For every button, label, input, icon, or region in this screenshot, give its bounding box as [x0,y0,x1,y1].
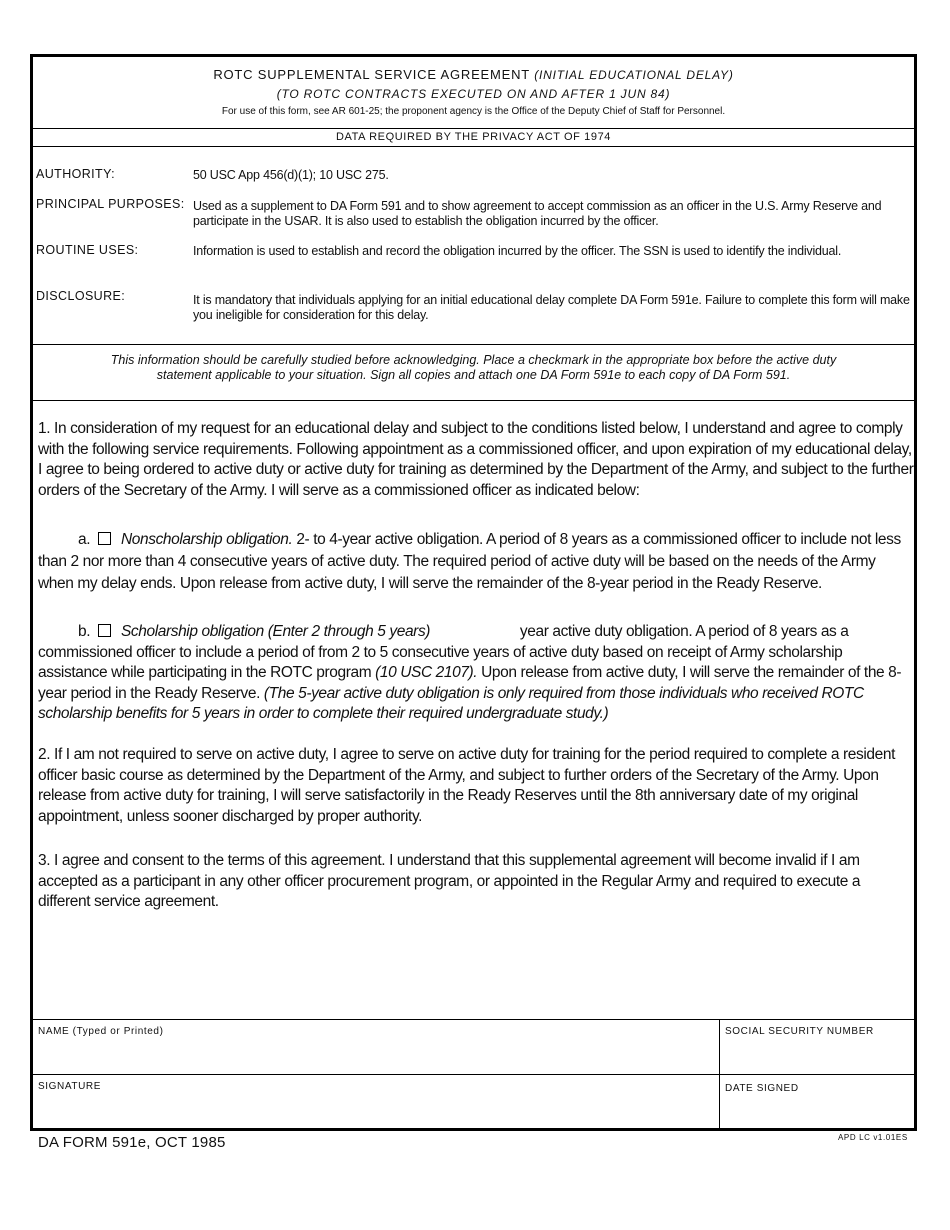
option-b-label: Scholarship obligation (Enter 2 through 5 years) [120,623,431,640]
signature-block [33,1019,914,1129]
nonscholarship-checkbox[interactable] [98,532,111,545]
form-title-suffix: (INITIAL EDUCATIONAL DELAY) [534,68,734,82]
signature-field[interactable] [33,1075,720,1129]
form-title-main: ROTC SUPPLEMENTAL SERVICE AGREEMENT [213,67,530,82]
form-frame [30,54,917,1131]
paragraph-3: 3. I agree and consent to the terms of this agreement. I understand that this supplemental agreement will become invalid if I am accepted as a participant in any other officer procurement program, or appointed in the Regular Army and required to execute a different service agreement. [38,852,861,910]
routine-uses-text: Information is used to establish and record the obligation incurred by the officer. The SSN is used to identify the individual. [193,244,842,258]
privacy-act-heading: DATA REQUIRED BY THE PRIVACY ACT OF 1974 [33,128,914,147]
option-b-letter: b. [78,623,91,640]
routine-uses-label: ROUTINE USES: [36,243,139,257]
option-a-text: 2- to 4-year active obligation. A period of 8 years as a commissioned officer to include not less than 2 nor more than 4 consecutive years of active duty. The required period of active duty will be based on the needs of the Army when my delay ends. Upon release from active duty, I will serve the remainder of the 8-year period in the Ready Reserve. [38,531,901,592]
option-b [38,622,914,725]
instructions-box [33,344,914,401]
name-label: NAME (Typed or Printed) [38,1026,164,1037]
option-b-citation: (10 USC 2107). [371,664,478,681]
instructions-line-1: This information should be carefully studied before acknowledging. Place a checkmark in the appropriate box before the active duty [110,353,837,367]
form-title [33,67,914,82]
form-usage-note: For use of this form, see AR 601-25; the proponent agency is the Office of the Deputy Chief of Staff for Personnel. [221,106,726,117]
date-signed-label: DATE SIGNED [725,1083,799,1094]
paragraph-2: 2. If I am not required to serve on active duty, I agree to serve on active duty for training for the period required to complete a resident officer basic course as determined by the Department of the Army, and subject to further orders of the Secretary of the Army. Upon release from active duty for training, I will serve satisfactorily in the Ready Reserves until the 8th anniversary date of my original appointment, unless sooner discharged by proper authority. [38,746,895,825]
paragraph-1: 1. In consideration of my request for an educational delay and subject to the conditions listed below, I understand and agree to comply with the following service requirements. Following appointment as a commissioned officer, and upon expiration of my educational delay, I agree to being ordered to active duty or active duty for training as determined by the Department of the Army, and subject to the further orders of the Secretary of the Army. I will serve as a commissioned officer as indicated below: [38,420,914,499]
form-number: DA FORM 591e, OCT 1985 [38,1134,226,1151]
date-signed-field[interactable] [720,1075,914,1129]
scholarship-checkbox[interactable] [98,624,111,637]
option-a [38,529,914,595]
signature-label: SIGNATURE [38,1081,101,1092]
option-b-text-2: Upon release from active duty, I will serve the remainder of the 8-year period in the Ready Reserve. [38,664,902,702]
option-a-label: Nonscholarship obligation. [120,531,293,548]
ssn-label: SOCIAL SECURITY NUMBER [725,1026,874,1037]
form-version: APD LC v1.01ES [838,1133,908,1142]
option-b-note: (The 5-year active duty obligation is only required from those individuals who received ROTC scholarship benefits for 5 years in order to complete their required undergraduate study.) [38,684,864,722]
ssn-field[interactable] [720,1020,914,1075]
option-b-text-1: year active duty obligation. A period of 8 years as a commissioned officer to include a period of from 2 to 5 consecutive years of active duty based on receipt of Army scholarship assistance while participating in the ROTC program [38,623,849,681]
form-subtitle: (TO ROTC CONTRACTS EXECUTED ON AND AFTER 1 JUN 84) [276,87,671,101]
authority-text: 50 USC App 456(d)(1); 10 USC 275. [193,168,389,182]
name-field[interactable] [33,1020,720,1075]
authority-label: AUTHORITY: [36,167,116,181]
option-a-letter: a. [78,531,91,548]
principal-purposes-label: PRINCIPAL PURPOSES: [36,197,185,211]
disclosure-label: DISCLOSURE: [36,289,126,303]
principal-purposes-text: Used as a supplement to DA Form 591 and to show agreement to accept commission as an officer in the U.S. Army Reserve and participate in the USAR. It is also used to establish the obligation incurred by the officer. [193,199,882,228]
disclosure-text: It is mandatory that individuals applying for an initial educational delay complete DA Form 591e. Failure to complete this form will make you ineligible for consideration for this delay. [193,293,910,322]
form-header [33,57,914,129]
instructions-line-2: statement applicable to your situation. Sign all copies and attach one DA Form 591e to each copy of DA Form 591. [156,368,791,382]
